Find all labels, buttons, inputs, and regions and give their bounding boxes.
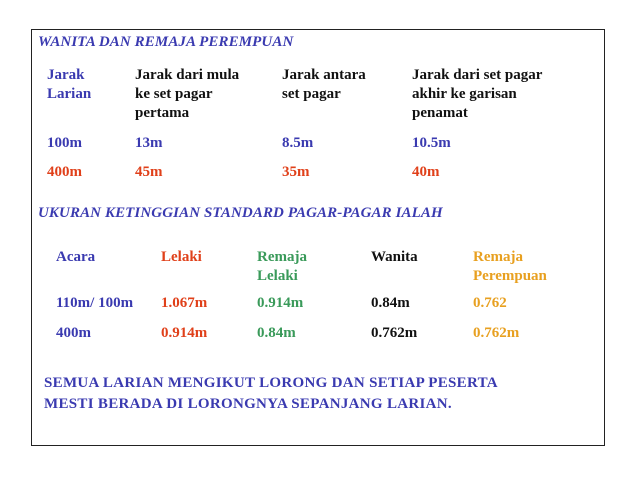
header-jarak-dari-mula	[135, 66, 239, 123]
header-jarak-dari-set-pagar	[412, 66, 542, 123]
table-cell: 1.067m	[161, 295, 208, 311]
header-lelaki	[161, 248, 202, 267]
header-acara	[56, 248, 95, 267]
header-remaja-lelaki	[257, 248, 307, 286]
table-cell: 0.84m	[371, 295, 410, 311]
table-cell: 100m	[47, 135, 82, 151]
table-cell: 13m	[135, 135, 163, 151]
header-text: ke set pagar	[135, 86, 213, 102]
header-text: Lelaki	[257, 268, 298, 284]
header-text: Larian	[47, 86, 92, 102]
header-text: Jarak	[47, 67, 85, 83]
header-text: Remaja	[473, 249, 523, 265]
footer-line: SEMUA LARIAN MENGIKUT LORONG DAN SETIAP PESERTA	[44, 375, 498, 391]
header-text: Acara	[56, 249, 96, 265]
footer-note	[44, 373, 498, 415]
header-text: akhir ke garisan	[412, 86, 517, 102]
header-text: Jarak dari set pagar	[412, 67, 543, 83]
table-cell: 40m	[412, 164, 440, 180]
table-cell: 10.5m	[412, 135, 451, 151]
header-text: Jarak antara	[282, 67, 366, 83]
header-text: Lelaki	[161, 249, 202, 265]
header-text: Jarak dari mula	[135, 67, 240, 83]
table-cell: 0.762m	[371, 325, 418, 341]
header-text: penamat	[412, 105, 468, 121]
header-text: Remaja	[257, 249, 307, 265]
table-cell: 400m	[56, 325, 91, 341]
header-text: pertama	[135, 105, 190, 121]
header-text: Perempuan	[473, 268, 547, 284]
table-cell: 0.762m	[473, 325, 520, 341]
header-wanita	[371, 248, 418, 267]
header-remaja-perempuan	[473, 248, 547, 286]
section1-heading: WANITA DAN REMAJA PEREMPUAN	[38, 34, 294, 50]
footer-line: MESTI BERADA DI LORONGNYA SEPANJANG LARIAN.	[44, 396, 452, 412]
table-cell: 45m	[135, 164, 163, 180]
table-cell: 35m	[282, 164, 310, 180]
table-cell: 8.5m	[282, 135, 314, 151]
header-text: set pagar	[282, 86, 341, 102]
table-cell: 0.84m	[257, 325, 296, 341]
header-jarak-larian	[47, 66, 91, 104]
table-cell: 0.762	[473, 295, 507, 311]
header-jarak-antara	[282, 66, 366, 104]
section2-heading: UKURAN KETINGGIAN STANDARD PAGAR-PAGAR IALAH	[38, 205, 443, 221]
table-cell: 400m	[47, 164, 82, 180]
header-text: Wanita	[371, 249, 418, 265]
table-cell: 0.914m	[257, 295, 304, 311]
table-cell: 0.914m	[161, 325, 208, 341]
table-cell: 110m/ 100m	[56, 295, 134, 311]
